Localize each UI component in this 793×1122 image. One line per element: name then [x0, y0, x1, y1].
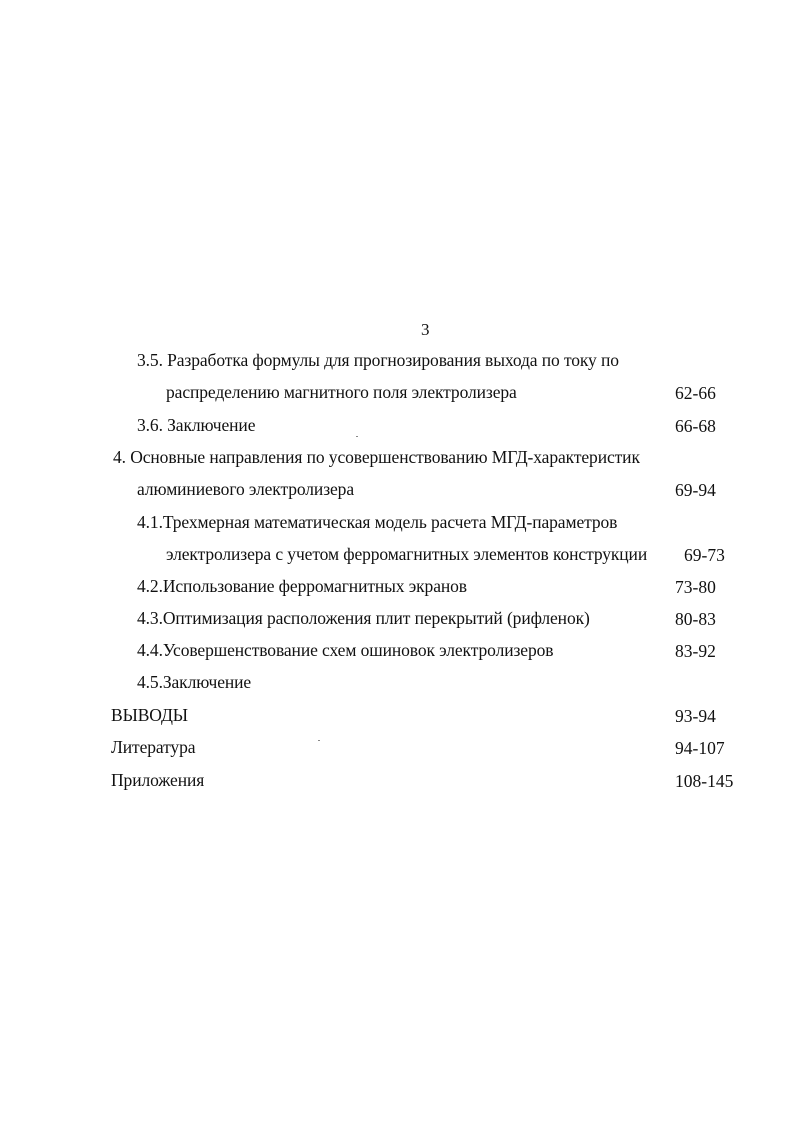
toc-entry-4-3-pages: 80-83	[675, 609, 716, 629]
toc-entry-conclusions-pages: 93-94	[675, 706, 716, 726]
toc-entry-4-2-title: 4.2.Использование ферромагнитных экранов	[137, 576, 467, 596]
toc-entry-4-4-pages: 83-92	[675, 641, 716, 661]
toc-entry-3-6-title: 3.6. Заключение	[137, 415, 256, 435]
scan-speck	[356, 436, 358, 437]
toc-entry-3-5-line2: распределению магнитного поля электролизера	[166, 382, 517, 402]
toc-entry-4-1-pages: 69-73	[684, 545, 725, 565]
toc-entry-4-1-line1: 4.1.Трехмерная математическая модель расчета МГД-параметров	[137, 512, 618, 532]
toc-entry-4-1-line2: электролизера с учетом ферромагнитных элементов конструкции	[166, 544, 648, 564]
toc-entry-4-line1: 4. Основные направления по усовершенствованию МГД-характеристик	[113, 447, 640, 467]
page-number: 3	[421, 320, 430, 339]
toc-entry-conclusions-title: ВЫВОДЫ	[111, 705, 188, 725]
toc-entry-literature-title: Литература	[111, 737, 196, 757]
toc-entry-4-pages: 69-94	[675, 480, 716, 500]
toc-entry-4-2-pages: 73-80	[675, 577, 716, 597]
toc-entry-4-5-title: 4.5.Заключение	[137, 672, 252, 692]
toc-entry-3-5-line1: 3.5. Разработка формулы для прогнозирования выхода по току по	[137, 350, 619, 370]
toc-entry-appendices-title: Приложения	[111, 770, 205, 790]
toc-entry-3-6-pages: 66-68	[675, 416, 716, 436]
scan-speck	[318, 740, 320, 741]
toc-entry-4-3-title: 4.3.Оптимизация расположения плит перекрытий (рифленок)	[137, 608, 590, 628]
toc-entry-appendices-pages: 108-145	[675, 771, 734, 791]
toc-entry-4-line2: алюминиевого электролизера	[137, 479, 354, 499]
toc-entry-3-5-pages: 62-66	[675, 383, 716, 403]
toc-entry-4-4-title: 4.4.Усовершенствование схем ошиновок электролизеров	[137, 640, 554, 660]
toc-entry-literature-pages: 94-107	[675, 738, 725, 758]
